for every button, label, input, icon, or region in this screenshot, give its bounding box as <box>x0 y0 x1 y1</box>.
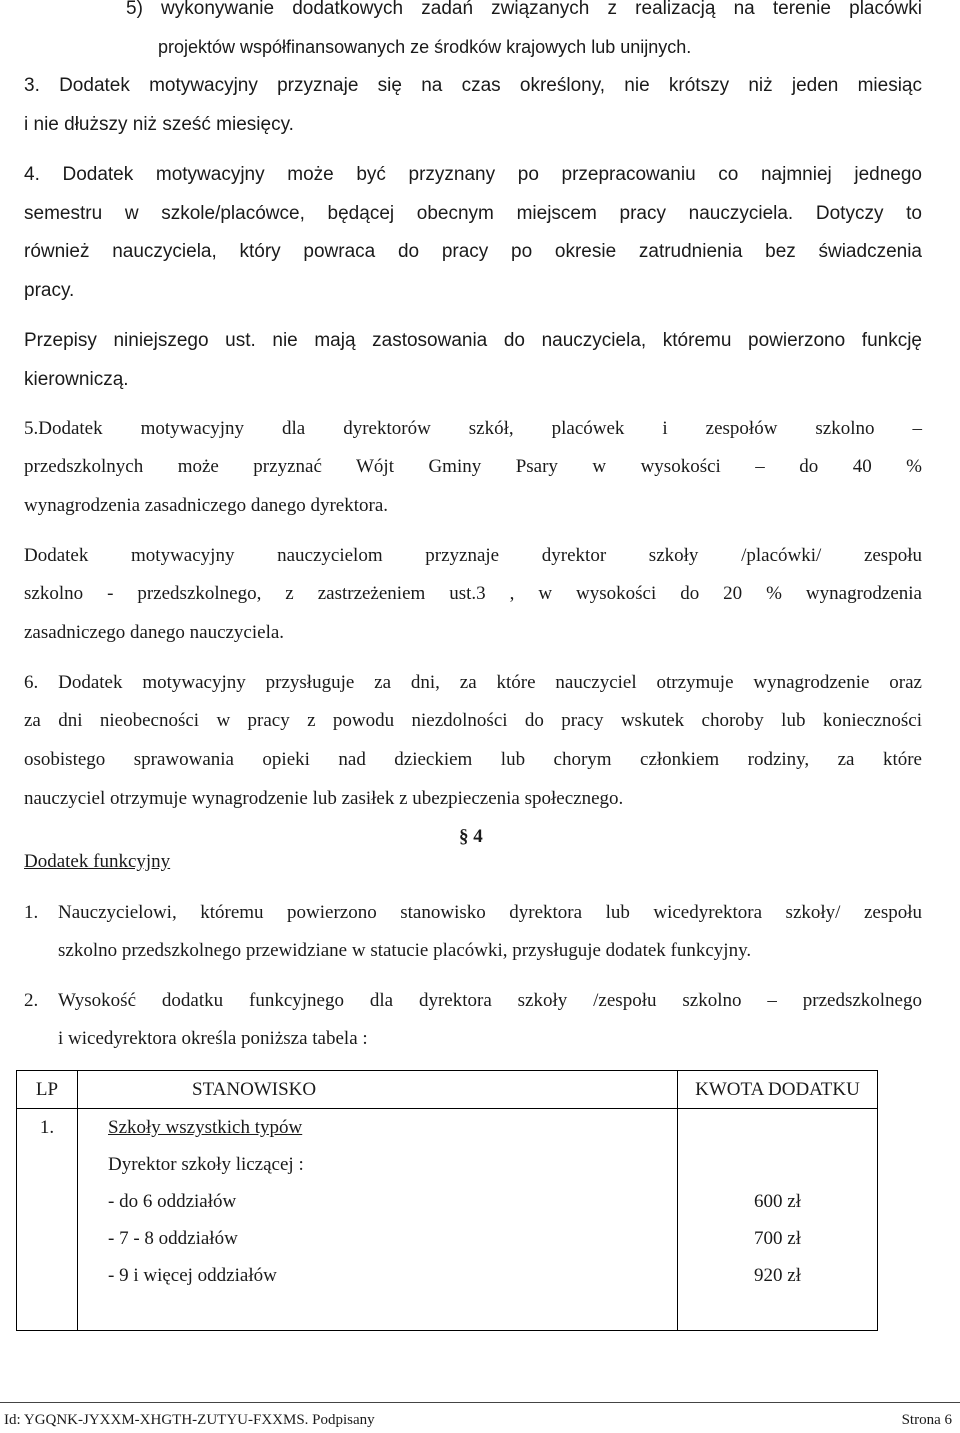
table-header-row <box>17 1071 878 1109</box>
row-item-amount: 600 zł <box>754 1191 801 1212</box>
paragraph-4b-line-2: kierowniczą. <box>24 369 129 390</box>
paragraph-3-line-2: i nie dłuższy niż sześć miesięcy. <box>24 114 294 135</box>
list-item-1-number: 1. <box>24 902 39 923</box>
list-item-2-line-1: Wysokość dodatku funkcyjnego dla dyrektora szkoły /zespołu szkolno – przedszkolnego <box>58 990 922 1011</box>
list-item-2-number: 2. <box>24 990 39 1011</box>
paragraph-5b-line-1: Dodatek motywacyjny nauczycielom przyznaje dyrektor szkoły /placówki/ zespołu <box>24 545 922 566</box>
section-number: § 4 <box>459 826 483 847</box>
list-item-1-line-1: Nauczycielowi, któremu powierzono stanowisko dyrektora lub wicedyrektora szkoły/ zespołu <box>58 902 922 923</box>
paragraph-6-line-3: osobistego sprawowania opieki nad dzieckiem lub chorym członkiem rodziny, za które <box>24 749 922 770</box>
row-item-amount: 920 zł <box>754 1265 801 1286</box>
row-stanowisko-cell <box>78 1109 678 1331</box>
paragraph-4-line-4: pracy. <box>24 280 75 301</box>
section-heading: Dodatek funkcyjny <box>24 851 171 872</box>
header-stanowisko: STANOWISKO <box>78 1071 678 1109</box>
header-lp: LP <box>17 1071 78 1109</box>
table-row <box>17 1109 878 1331</box>
paragraph-4b-line-1: Przepisy niniejszego ust. nie mają zastosowania do nauczyciela, któremu powierzono funkcję <box>24 330 922 351</box>
footer-document-id: Id: YGQNK-JYXXM-XHGTH-ZUTYU-FXXMS. Podpisany <box>4 1412 375 1428</box>
paragraph-6-line-4: nauczyciel otrzymuje wynagrodzenie lub zasiłek z ubezpieczenia społecznego. <box>24 788 624 809</box>
footer-divider <box>0 1402 960 1403</box>
row-item-label: - 7 - 8 oddziałów <box>108 1228 238 1249</box>
paragraph-5-line-3: wynagrodzenia zasadniczego danego dyrektora. <box>24 495 388 516</box>
row-lp: 1. <box>39 1117 55 1138</box>
list-item-2-line-2: i wicedyrektora określa poniższa tabela : <box>58 1028 368 1049</box>
paragraph-4-line-3: również nauczyciela, który powraca do pracy po okresie zatrudnienia bez świadczenia <box>24 241 922 262</box>
paragraph-5b-line-2: szkolno - przedszkolnego, z zastrzeżeniem ust.3 , w wysokości do 20 % wynagrodzenia <box>24 583 922 604</box>
allowance-table <box>16 1070 878 1331</box>
row-subtitle: Dyrektor szkoły liczącej : <box>108 1154 304 1175</box>
item-5-line-1: 5) wykonywanie dodatkowych zadań związanych z realizacją na terenie placówki <box>126 0 922 19</box>
row-item-label: - do 6 oddziałów <box>108 1191 237 1212</box>
paragraph-3-line-1: 3. Dodatek motywacyjny przyznaje się na czas określony, nie krótszy niż jeden miesiąc <box>24 75 922 96</box>
paragraph-5b-line-3: zasadniczego danego nauczyciela. <box>24 622 285 643</box>
row-item-label: - 9 i więcej oddziałów <box>108 1265 277 1286</box>
paragraph-6-line-2: za dni nieobecności w pracy z powodu niezdolności do pracy wskutek choroby lub konieczności <box>24 710 922 731</box>
paragraph-4-line-1: 4. Dodatek motywacyjny może być przyznany po przepracowaniu co najmniej jednego <box>24 164 922 185</box>
row-title: Szkoły wszystkich typów <box>108 1117 303 1138</box>
paragraph-5-line-2: przedszkolnych może przyznać Wójt Gminy Psary w wysokości – do 40 % <box>24 456 922 477</box>
paragraph-6-line-1: 6. Dodatek motywacyjny przysługuje za dni, za które nauczyciel otrzymuje wynagrodzenie oraz <box>24 672 922 693</box>
list-item-1-line-2: szkolno przedszkolnego przewidziane w statucie placówki, przysługuje dodatek funkcyjny. <box>58 940 752 961</box>
row-item-amount: 700 zł <box>754 1228 801 1249</box>
row-lp-cell <box>17 1109 78 1331</box>
row-kwota-cell <box>678 1109 878 1331</box>
header-kwota: KWOTA DODATKU <box>678 1071 878 1109</box>
footer-page-number: Strona 6 <box>901 1412 952 1428</box>
paragraph-5-line-1: 5.Dodatek motywacyjny dla dyrektorów szkół, placówek i zespołów szkolno – <box>24 418 922 439</box>
item-5-line-2: projektów współfinansowanych ze środków krajowych lub unijnych. <box>158 37 692 57</box>
paragraph-4-line-2: semestru w szkole/placówce, będącej obecnym miejscem pracy nauczyciela. Dotyczy to <box>24 203 922 224</box>
